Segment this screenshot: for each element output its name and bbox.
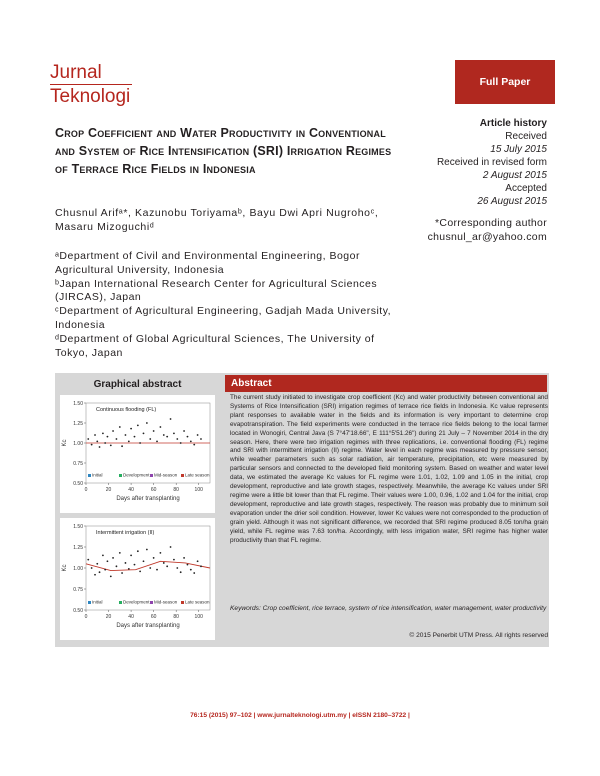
x-tick-label: 100 (194, 487, 203, 493)
x-tick-label: 100 (194, 614, 203, 620)
stage-label: Late season (185, 472, 210, 478)
data-point (125, 434, 127, 436)
data-point (170, 418, 172, 420)
data-point (121, 572, 123, 574)
data-point (156, 569, 158, 571)
y-axis-label: Kc (62, 564, 68, 572)
data-point (130, 428, 132, 430)
journal-name-line1: Jurnal (50, 62, 102, 83)
data-point (96, 441, 98, 443)
data-point (160, 426, 162, 428)
data-point (166, 436, 168, 438)
x-tick-label: 60 (150, 487, 157, 493)
data-point (156, 441, 158, 443)
plot-area (86, 526, 210, 610)
accepted-label: Accepted (505, 183, 547, 194)
data-point (139, 442, 141, 444)
data-point (163, 562, 165, 564)
data-point (149, 567, 151, 569)
data-point (187, 436, 189, 438)
data-point (180, 571, 182, 573)
page-footer[interactable]: 76:15 (2015) 97–102 | www.jurnalteknologi.utm.my | eISSN 2180–3722 | (190, 712, 410, 719)
data-point (153, 557, 155, 559)
stage-marker (150, 601, 153, 604)
data-point (121, 445, 123, 447)
stage-label: Mid-season (154, 599, 178, 605)
stage-label: Initial (92, 472, 103, 478)
y-tick-label: 0.75 (73, 461, 83, 467)
data-point (149, 438, 151, 440)
stage-label: Mid-season (154, 472, 178, 478)
data-point (176, 567, 178, 569)
y-tick-label: 0.50 (73, 481, 83, 487)
journal-logo (50, 62, 132, 107)
x-tick-label: 0 (84, 487, 88, 493)
data-point (104, 442, 106, 444)
received-label: Received (505, 131, 547, 142)
affiliation-item: ᶜDepartment of Agricultural Engineering, Gadjah Mada University, Indonesia (55, 305, 392, 331)
data-point (107, 560, 109, 562)
data-point (116, 565, 118, 567)
data-point (166, 565, 168, 567)
copyright: © 2015 Penerbit UTM Press. All rights reserved (409, 632, 548, 639)
data-point (193, 444, 195, 446)
data-point (173, 559, 175, 561)
stage-label: Development (123, 599, 150, 605)
data-point (87, 438, 89, 440)
data-point (197, 560, 199, 562)
data-point (200, 438, 202, 440)
revised-date: 2 August 2015 (482, 170, 547, 181)
stage-marker (119, 601, 122, 604)
data-point (143, 433, 145, 435)
affiliation-item: ᵇJapan International Research Center for Agricultural Sciences (JIRCAS), Japan (55, 277, 378, 304)
stage-marker (88, 601, 91, 604)
abstract-heading: Abstract (225, 375, 547, 392)
graphical-abstract-heading: Graphical abstract (93, 379, 182, 390)
chart-title: Intermittent irrigation (II) (96, 530, 155, 536)
data-point (163, 434, 165, 436)
x-tick-label: 20 (105, 487, 112, 493)
data-point (119, 552, 121, 554)
data-point (119, 426, 121, 428)
x-axis-label: Days after transplanting (116, 623, 180, 629)
data-point (116, 438, 118, 440)
y-tick-label: 1.00 (73, 566, 83, 572)
affiliation-item: ᵃDepartment of Civil and Environmental Engineering, Bogor Agricultural University, Indonesia (55, 250, 360, 276)
data-point (102, 433, 104, 435)
chart-title: Continuous flooding (FL) (96, 407, 157, 413)
data-point (112, 430, 114, 432)
data-point (153, 430, 155, 432)
data-point (187, 564, 189, 566)
data-point (104, 569, 106, 571)
accepted-date: 26 August 2015 (477, 196, 547, 207)
data-point (96, 563, 98, 565)
stage-marker (88, 474, 91, 477)
revised-label: Received in revised form (436, 157, 547, 168)
corresponding-email[interactable]: chusnul_ar@yahoo.com (427, 231, 547, 243)
data-point (87, 559, 89, 561)
y-tick-label: 1.50 (73, 524, 83, 530)
data-point (99, 571, 101, 573)
corresponding-author (410, 216, 547, 244)
x-tick-label: 40 (128, 614, 134, 620)
data-point (110, 576, 112, 578)
affiliation-item: ᵈDepartment of Global Agricultural Sciences, The University of Tokyo, Japan (55, 332, 375, 359)
x-tick-label: 60 (150, 614, 157, 620)
y-tick-label: 1.25 (73, 421, 83, 427)
data-point (102, 555, 104, 557)
data-point (128, 441, 130, 443)
y-tick-label: 1.00 (73, 441, 83, 447)
full-paper-badge: Full Paper (455, 60, 555, 104)
data-point (94, 574, 96, 576)
journal-divider (50, 84, 132, 85)
data-point (110, 445, 112, 447)
data-point (146, 549, 148, 551)
data-point (193, 572, 195, 574)
data-point (137, 550, 139, 552)
x-tick-label: 20 (105, 614, 112, 620)
data-point (134, 436, 136, 438)
received-date: 15 July 2015 (490, 144, 547, 155)
data-point (94, 434, 96, 436)
data-point (160, 552, 162, 554)
data-point (91, 444, 93, 446)
y-tick-label: 1.25 (73, 545, 83, 551)
y-axis-label: Kc (62, 439, 68, 447)
data-point (112, 557, 114, 559)
data-point (107, 436, 109, 438)
data-point (170, 546, 172, 548)
stage-marker (119, 474, 122, 477)
stage-marker (150, 474, 153, 477)
kc-chart-ii (60, 518, 215, 640)
data-point (139, 570, 141, 572)
stage-label: Initial (92, 599, 103, 605)
data-point (173, 433, 175, 435)
stage-label: Development (123, 472, 150, 478)
kc-chart-fl (60, 395, 215, 513)
data-point (200, 565, 202, 567)
x-tick-label: 80 (173, 487, 179, 493)
y-tick-label: 0.50 (73, 608, 83, 614)
data-point (134, 564, 136, 566)
data-point (137, 425, 139, 427)
keywords-label: Keywords: (230, 605, 261, 612)
stage-label: Late season (185, 599, 210, 605)
data-point (183, 430, 185, 432)
data-point (190, 569, 192, 571)
author-list: Chusnul Arifᵃ*, Kazunobu Toriyamaᵇ, Bayu Dwi Apri Nugrohoᶜ, Masaru Mizoguchiᵈ (55, 207, 379, 233)
data-point (99, 446, 101, 448)
paper-title: Crop Coefficient and Water Productivity in Conventional and System of Rice Intensification (SRI) Irrigation Regimes of Terrace Rice Fields in Indonesia (55, 126, 392, 176)
x-tick-label: 0 (84, 614, 88, 620)
y-tick-label: 0.75 (73, 587, 83, 593)
history-heading: Article history (479, 118, 547, 129)
data-point (91, 567, 93, 569)
data-point (146, 422, 148, 424)
stage-marker (181, 474, 184, 477)
data-point (197, 434, 199, 436)
data-point (143, 560, 145, 562)
y-tick-label: 1.50 (73, 401, 83, 407)
keywords (230, 604, 548, 613)
data-point (130, 555, 132, 557)
data-point (183, 557, 185, 559)
x-axis-label: Days after transplanting (116, 496, 180, 502)
data-point (128, 568, 130, 570)
keywords-list: Crop coefficient, rice terrace, system of rice intensification, water management, water productivity (262, 605, 547, 612)
x-tick-label: 80 (173, 614, 179, 620)
affiliations (55, 250, 405, 360)
corresponding-label: *Corresponding author (435, 217, 547, 229)
stage-marker (181, 601, 184, 604)
article-history (415, 117, 547, 208)
abstract-text: The current study initiated to investigate crop coefficient (Kc) and water productivity between conventional and Systems of Rice Intensification (SRI) irrigation regimes of terrace rice fields in Indonesia. Kc value represents plant responses to available water in the fields and its information is very important to determine crop evapotranspiration. The field experiments were conducted in the terrace rice fields belong to the local farmer located in Wonogiri, Central Java (S 7°47'18.66", E 111°5'51.26") during 21 July – 7 November 2014 in the dry season. Here, there were two irrigation regimes with three replications, i.e. conventional flooding (FL) regime and SRI with intermittent irrigation (II) regime. Water level in each regime was measured by pressure sensor, while weather parameters such as solar radiation, air temperature, precipitation, etc were measured by particular sensors and connected to the developed field monitoring system. Based on weather and water level data, we estimated the average Kc values for FL regime were 1.01, 1.02, 1.09 and 1.05 in the initial, crop development, reproductive and late growth stages, respectively. Meanwhile, the average Kc values under SRI regime were a little bit lower than that FL regime. Their values were 1.00, 0.96, 1.02 and 1.04 for the initial, crop development, reproductive and late growth stages, respectively. The reason was probably due to minimum soil evaporation under the drier soil condition. However, lower Kc values were not corresponded to the production of grain yield. Although it was not significant difference, we recorded that SRI regime produced 8.05 ton/ha grain yield, while FL regime was 7.63 ton/ha. Accordingly, with less irrigation water, SRI regime has higher water productivity than that FL regime. (230, 394, 548, 544)
data-point (125, 562, 127, 564)
x-tick-label: 40 (128, 487, 134, 493)
journal-name-line2: Teknologi (50, 86, 131, 107)
data-point (180, 442, 182, 444)
data-point (176, 438, 178, 440)
data-point (190, 441, 192, 443)
